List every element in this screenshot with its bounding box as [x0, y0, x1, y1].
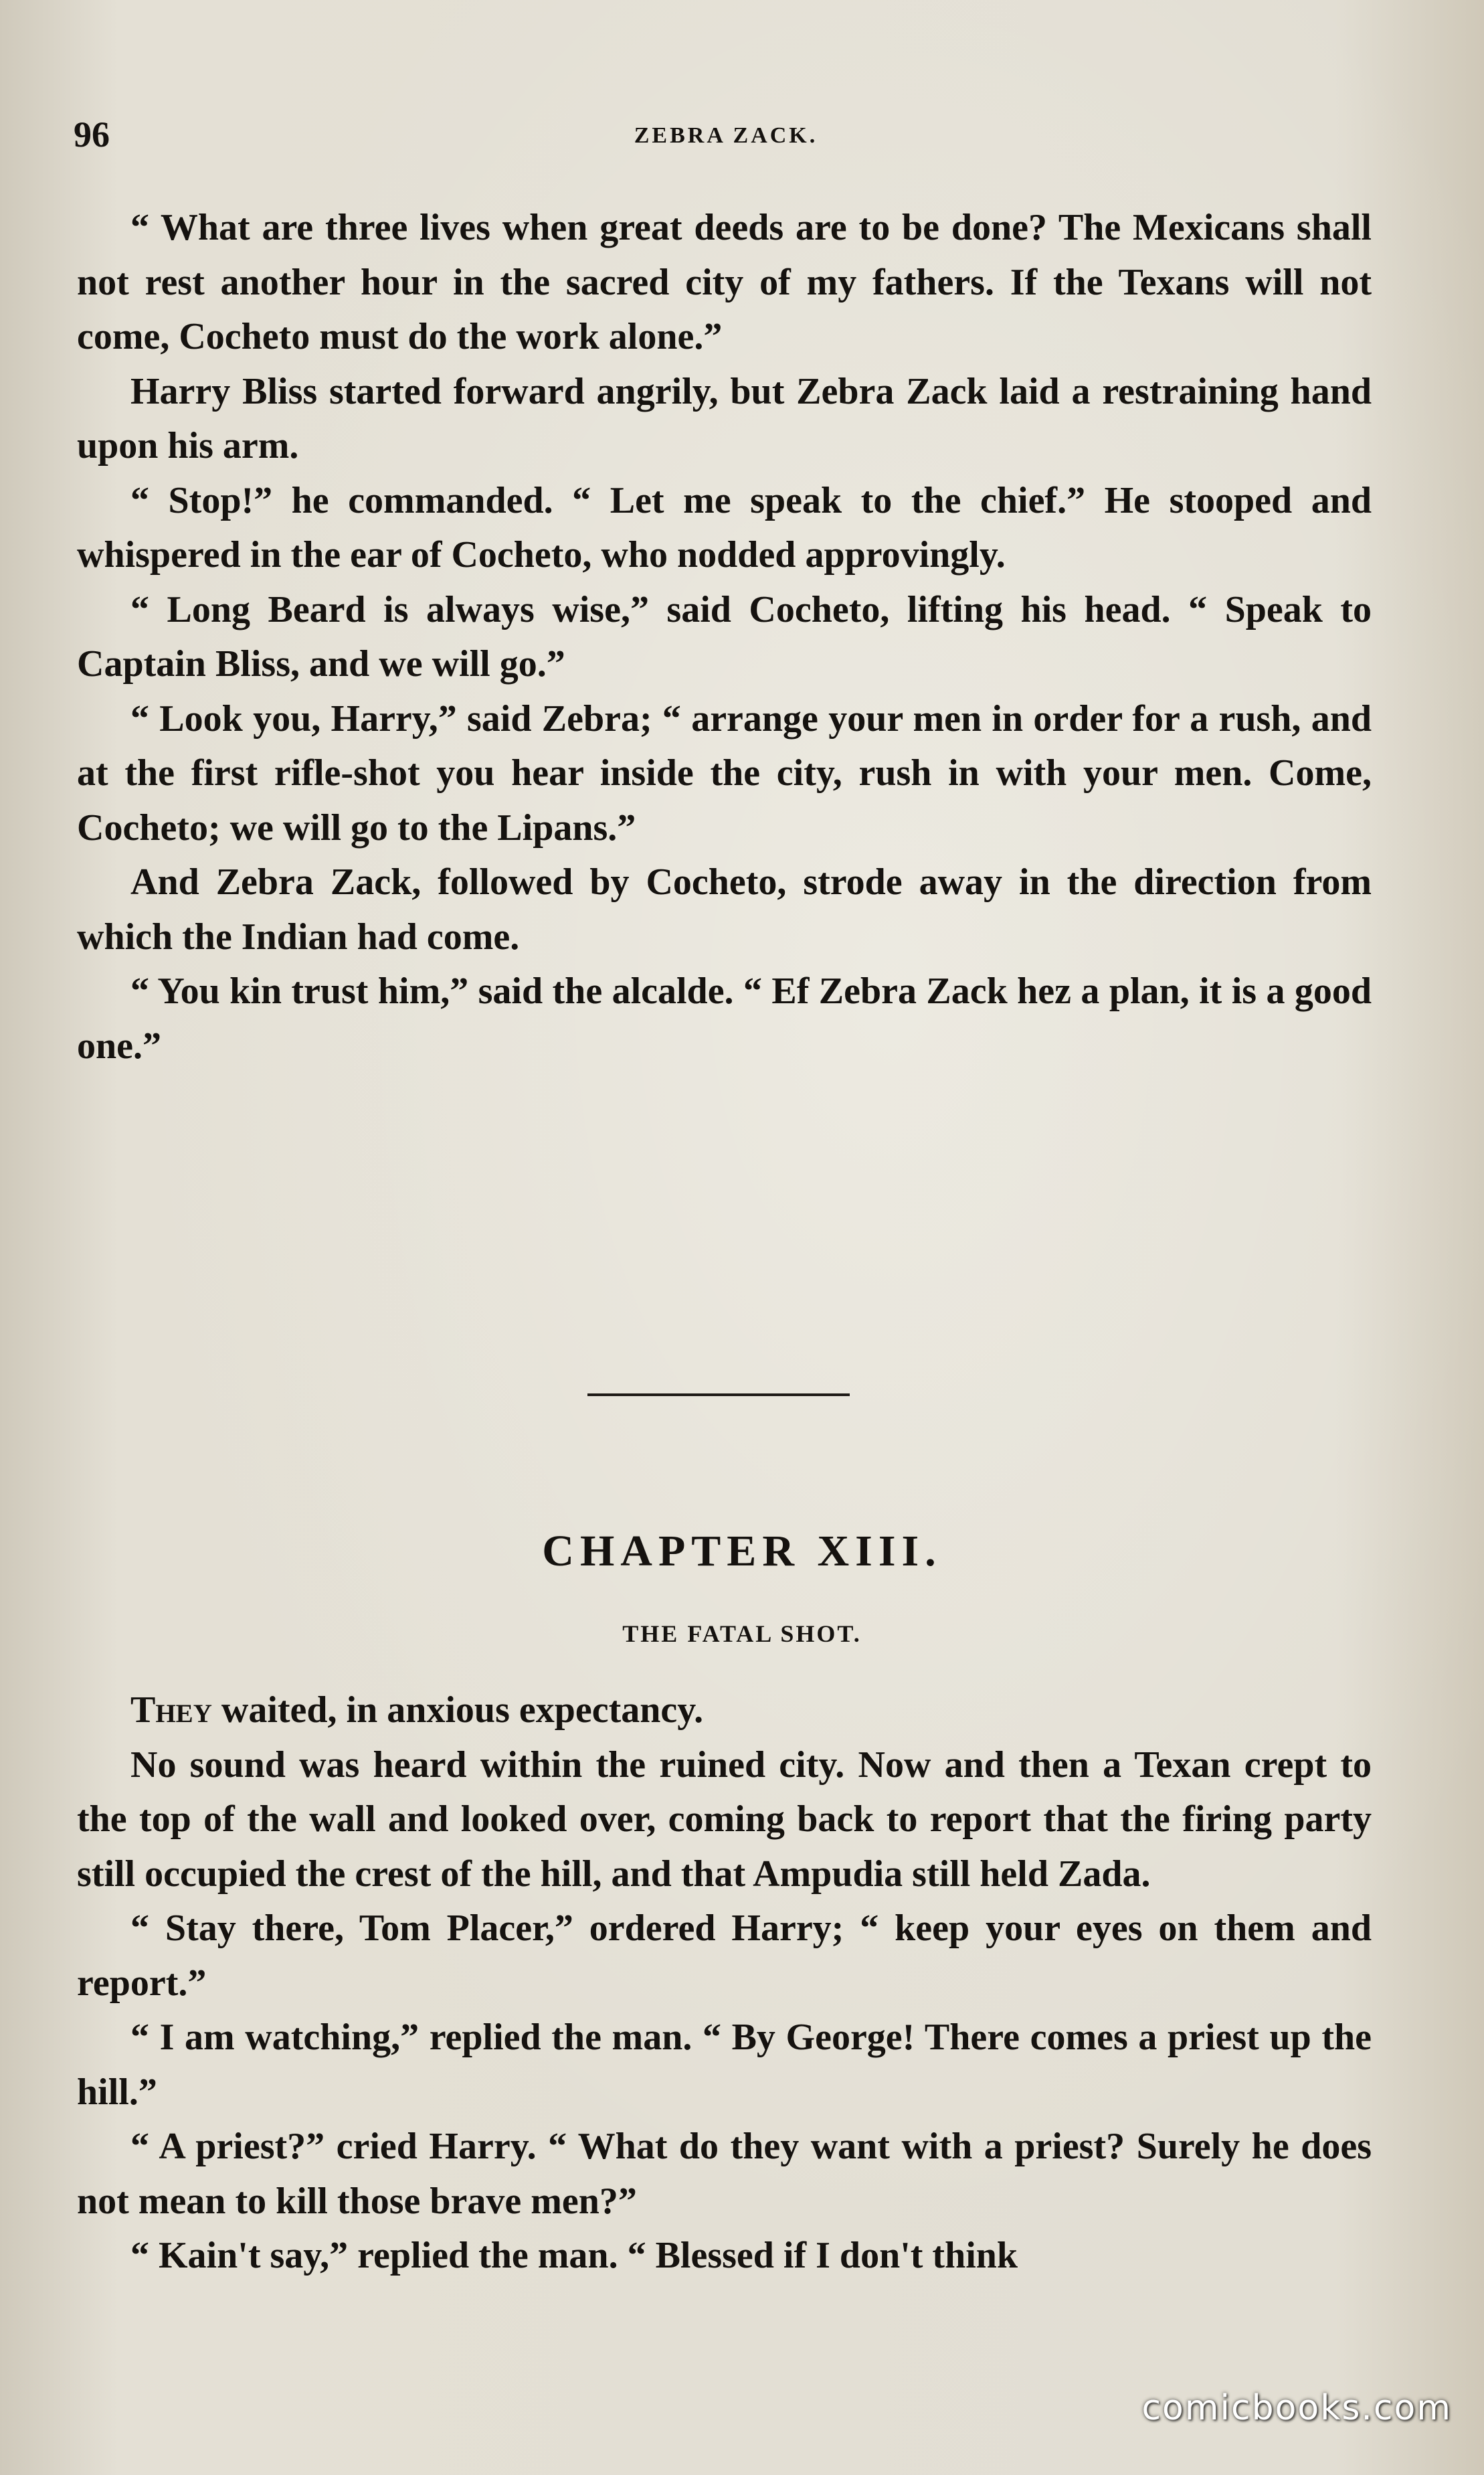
section-divider [587, 1393, 850, 1396]
paragraph: “ I am watching,” replied the man. “ By George! There comes a priest up the hill.” [77, 2017, 1372, 2113]
paragraph: “ A priest?” cried Harry. “ What do they want with a priest? Surely he does not mean to kill those brave men?” [77, 2126, 1372, 2222]
paragraph: “ Stop!” he commanded. “ Let me speak to the chief.” He stooped and whispered in the ear of Cocheto, who nodded approvingly. [77, 479, 1372, 576]
chapter-first-word: They [130, 1689, 212, 1731]
chapter-subtitle: THE FATAL SHOT. [622, 1620, 862, 1647]
section-text [77, 201, 1372, 1074]
paragraph [77, 1683, 1372, 1738]
watermark: comicbooks.com [1141, 2388, 1452, 2428]
paragraph: “ What are three lives when great deeds are to be done? The Mexicans shall not rest another hour in the sacred city of my fathers. If the Texans will not come, Cocheto must do the work alone.” [77, 207, 1372, 357]
chapter-heading: CHAPTER XIII. [542, 1527, 942, 1575]
chapter-first-paragraph: waited, in anxious expectancy. [211, 1689, 704, 1731]
page-header [74, 114, 1378, 161]
paragraph: “ Stay there, Tom Placer,” ordered Harry; “ keep your eyes on them and report.” [77, 1907, 1372, 2004]
paragraph: “ You kin trust him,” said the alcalde. “ Ef Zebra Zack hez a plan, it is a good one.” [77, 970, 1372, 1067]
running-head: ZEBRA ZACK. [634, 123, 818, 148]
paragraph: “ Kain't say,” replied the man. “ Blessed if I don't think [130, 2235, 1018, 2276]
paragraph: “ Look you, Harry,” said Zebra; “ arrange your men in order for a rush, and at the first rifle-shot you hear inside the city, rush in with your men. Come, Cocheto; we will go to the Lipans.” [77, 697, 1372, 849]
page-number: 96 [74, 114, 110, 155]
paragraph: “ Long Beard is always wise,” said Cocheto, lifting his head. “ Speak to Captain Bliss, and we will go.” [77, 588, 1372, 685]
paragraph: And Zebra Zack, followed by Cocheto, strode away in the direction from which the Indian had come. [77, 861, 1372, 958]
chapter-text [77, 1683, 1372, 2284]
paragraph: Harry Bliss started forward angrily, but Zebra Zack laid a restraining hand upon his arm. [77, 370, 1372, 466]
paragraph: No sound was heard within the ruined city. Now and then a Texan crept to the top of the wall and looked over, coming back to report that the firing party still occupied the crest of the hill, and that Ampudia still held Zada. [77, 1743, 1372, 1895]
